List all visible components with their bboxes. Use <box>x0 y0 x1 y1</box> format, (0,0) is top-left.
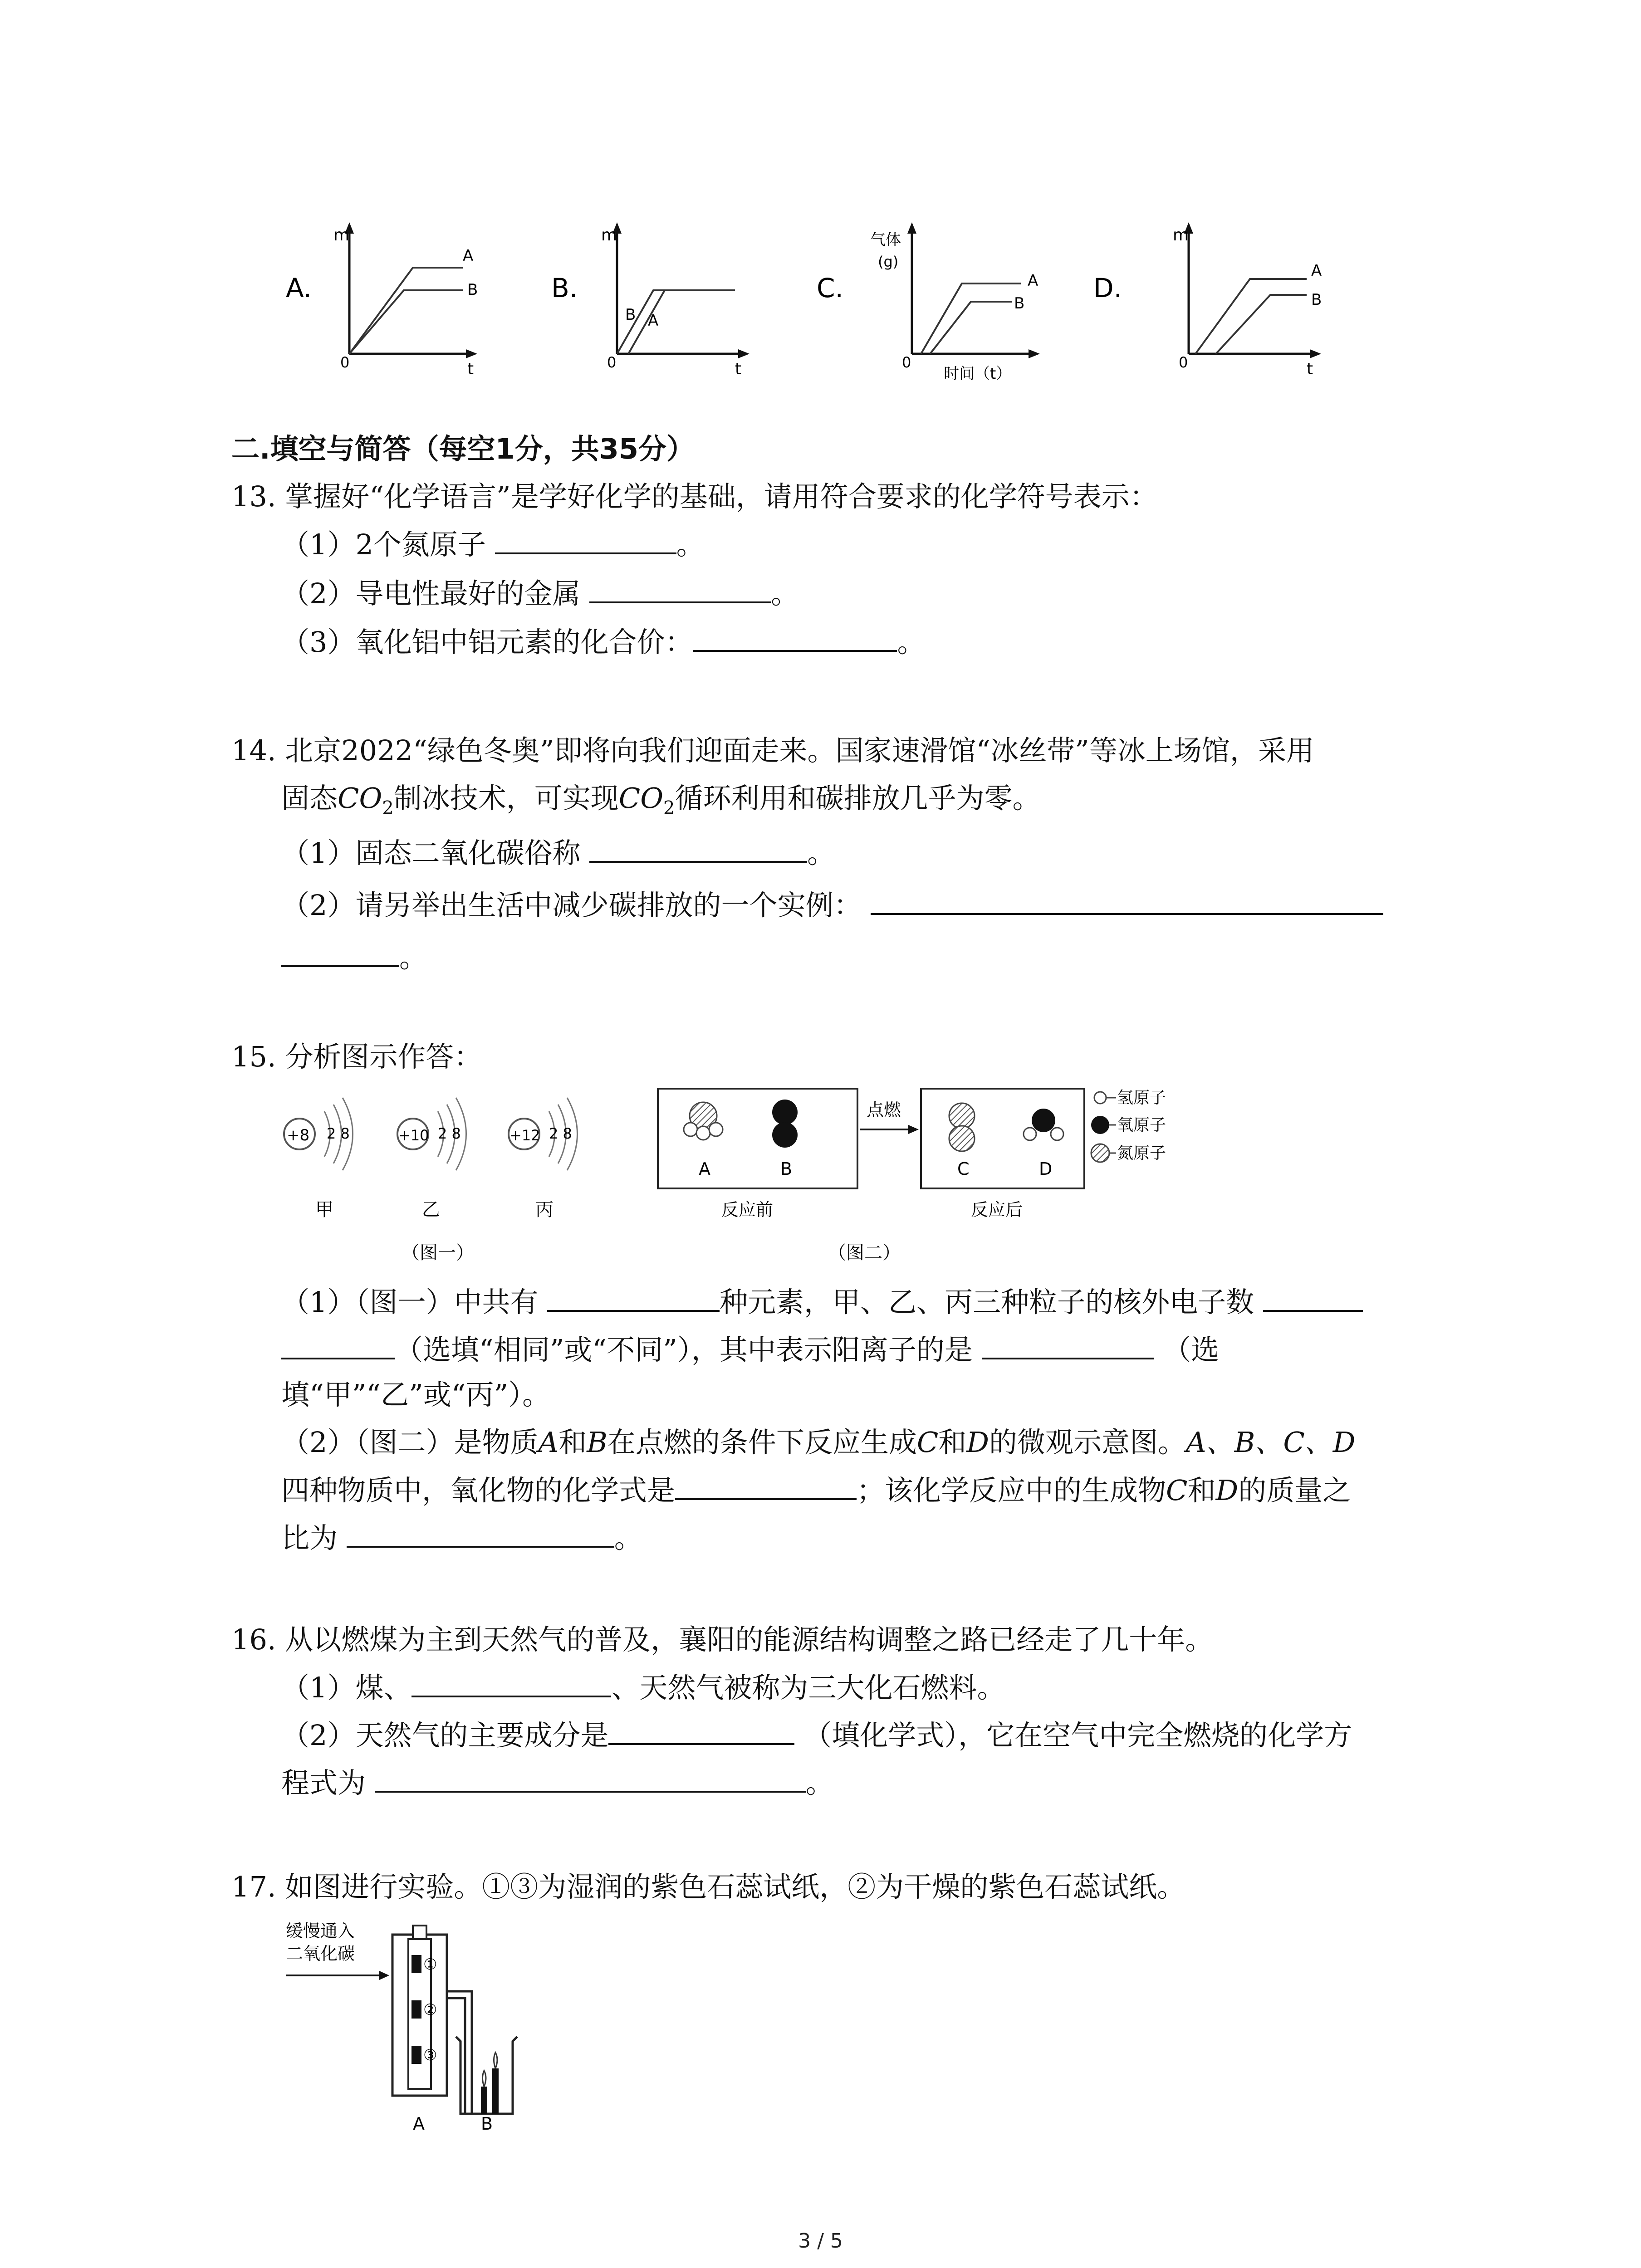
svg-text:t: t <box>467 360 474 378</box>
section2-title: 二.填空与简答（每空1分，共35分） <box>231 432 695 465</box>
q15-part1-line2: （选填“相同”或“不同”），其中表示阳离子的是 （选 <box>281 1331 1219 1368</box>
molecule-a <box>684 1102 723 1140</box>
atom-bing <box>509 1098 578 1220</box>
molecule-c <box>949 1103 975 1151</box>
svg-text:+10: +10 <box>398 1127 429 1144</box>
svg-text:氢原子: 氢原子 <box>1117 1089 1166 1107</box>
paper-mark-2: ② <box>423 2001 437 2019</box>
svg-text:(g): (g) <box>878 253 899 270</box>
graph-b-line-b: B <box>625 306 636 324</box>
q13-blank2[interactable] <box>589 575 771 603</box>
q17-apparatus <box>277 1914 585 2141</box>
figure1-caption: （图一） <box>402 1242 474 1263</box>
q15-blank2a[interactable] <box>1263 1284 1363 1312</box>
svg-text:C: C <box>957 1159 970 1179</box>
svg-text:m: m <box>333 226 350 244</box>
figure2-caption: （图二） <box>828 1242 901 1263</box>
q14-blank1[interactable] <box>589 835 807 863</box>
svg-text:2 8: 2 8 <box>549 1125 572 1142</box>
atom-jia-name: 甲 <box>315 1199 333 1220</box>
q16-blank2[interactable] <box>608 1717 794 1745</box>
q15-part1-line1: （1）（图一）中共有 种元素，甲、乙、丙三种粒子的核外电子数 <box>281 1284 1363 1320</box>
reaction-microscopic-diagram <box>653 1084 1207 1266</box>
q15-part2-line2: 四种物质中，氧化物的化学式是 ；该化学反应中的生成物C和D的质量之 <box>281 1472 1351 1509</box>
svg-text:0: 0 <box>1179 354 1188 371</box>
svg-text:+8: +8 <box>287 1126 310 1144</box>
graph-d-option: D. <box>1093 273 1122 303</box>
graph-d-line-b: B <box>1311 291 1322 309</box>
q15-blank5[interactable] <box>347 1520 614 1548</box>
graph-c-option: C. <box>817 273 843 303</box>
graph-a-line-b: B <box>467 281 478 299</box>
q13-stem: 13. 掌握好“化学语言”是学好化学的基础，请用符合要求的化学符号表示： <box>231 480 1158 513</box>
atom-yi-name: 乙 <box>422 1199 440 1220</box>
graph-b-line-a: A <box>648 312 659 330</box>
atom-yi <box>397 1098 466 1220</box>
svg-text:2 8: 2 8 <box>327 1125 350 1142</box>
svg-text:氮原子: 氮原子 <box>1117 1144 1166 1163</box>
legend <box>1091 1089 1166 1163</box>
svg-text:+12: +12 <box>509 1127 540 1144</box>
svg-text:B: B <box>780 1159 793 1179</box>
inlet-label-1: 缓慢通入 <box>286 1921 355 1941</box>
page-number: 3 / 5 <box>798 2229 843 2253</box>
graph-options-row <box>254 200 1379 390</box>
graph-d-line-a: A <box>1311 262 1322 280</box>
q15-blank2b[interactable] <box>281 1331 395 1359</box>
graph-b <box>551 222 749 378</box>
q17-stem: 17. 如图进行实验。①③为湿润的紫色石蕊试纸，②为干燥的紫色石蕊试纸。 <box>231 1870 1185 1903</box>
graph-c-line-a: A <box>1028 272 1038 290</box>
q14-part1: （1）固态二氧化碳俗称 。 <box>281 835 835 871</box>
atom-jia <box>284 1098 353 1220</box>
atom-bing-name: 丙 <box>535 1199 554 1220</box>
svg-text:D: D <box>1039 1159 1053 1179</box>
after-caption: 反应后 <box>971 1200 1023 1220</box>
molecule-b <box>772 1100 798 1148</box>
q15-part1-line3: 填“甲”“乙”或“丙”）。 <box>281 1378 551 1411</box>
svg-text:t: t <box>1307 360 1313 378</box>
svg-text:气体: 气体 <box>870 231 901 249</box>
svg-text:氧原子: 氧原子 <box>1117 1116 1166 1134</box>
q14-blank2b[interactable] <box>281 939 399 967</box>
q15-part2-line1: （2）（图二）是物质A和B在点燃的条件下反应生成C和D的微观示意图。A、B、C、D <box>281 1426 1356 1459</box>
q16-blank3[interactable] <box>375 1765 806 1793</box>
graph-b-option: B. <box>551 273 578 303</box>
graph-a-line-a: A <box>463 247 474 265</box>
q16-part2-line1: （2）天然气的主要成分是 （填化学式），它在空气中完全燃烧的化学方 <box>281 1717 1352 1754</box>
svg-text:0: 0 <box>340 354 350 371</box>
paper-mark-3: ③ <box>423 2046 437 2064</box>
q13-part2: （2）导电性最好的金属 。 <box>281 575 799 612</box>
label-b: B <box>481 2114 493 2134</box>
svg-text:0: 0 <box>607 354 617 371</box>
svg-text:0: 0 <box>902 354 911 371</box>
q15-figure1 <box>277 1084 622 1266</box>
svg-text:2 8: 2 8 <box>438 1125 461 1142</box>
q15-blank3[interactable] <box>982 1331 1154 1359</box>
molecule-d <box>1024 1109 1063 1140</box>
q13-part3: （3）氧化铝中铝元素的化合价： 。 <box>281 624 925 660</box>
graph-options-svg <box>254 200 1379 390</box>
graph-a-option: A. <box>286 273 312 303</box>
inlet-label-2: 二氧化碳 <box>286 1944 355 1964</box>
graph-d <box>1093 222 1322 378</box>
q16-part2-line2: 程式为 。 <box>281 1765 834 1801</box>
paper-mark-1: ① <box>423 1955 437 1974</box>
graph-a <box>286 222 478 378</box>
svg-text:m: m <box>1173 226 1189 244</box>
arrow-label: 点燃 <box>867 1100 901 1120</box>
before-caption: 反应前 <box>721 1200 774 1220</box>
atom-structure-diagrams <box>277 1084 622 1266</box>
graph-c-line-b: B <box>1014 294 1025 313</box>
q14-part2-cont: 。 <box>281 939 427 976</box>
before-box <box>658 1089 857 1188</box>
svg-text:t: t <box>735 360 742 378</box>
q16-stem: 16. 从以燃煤为主到天然气的普及，襄阳的能源结构调整之路已经走了几十年。 <box>231 1623 1214 1656</box>
q13-blank1[interactable] <box>495 526 676 554</box>
q16-part1: （1）煤、 、天然气被称为三大化石燃料。 <box>281 1669 1005 1706</box>
co2-experiment-diagram <box>277 1914 585 2141</box>
q13-blank3[interactable] <box>693 624 897 652</box>
svg-text:时间（t）: 时间（t） <box>944 365 1012 383</box>
q14-stem1: 14. 北京2022“绿色冬奥”即将向我们迎面走来。国家速滑馆“冰丝带”等冰上场馆，采用 <box>231 734 1314 767</box>
q13-part1: （1）2个氮原子 。 <box>281 526 705 563</box>
graph-c <box>817 222 1040 383</box>
q14-stem2: 固态$CO_2$制冰技术，可实现$CO_2$循环利用和碳排放几乎为零。 <box>281 782 1041 819</box>
q15-part2-line3: 比为 。 <box>281 1520 642 1556</box>
q15-stem: 15. 分析图示作答： <box>231 1040 482 1073</box>
label-a: A <box>413 2114 425 2134</box>
q15-blank1[interactable] <box>547 1284 720 1312</box>
q16-blank1[interactable] <box>411 1669 611 1697</box>
q15-blank4[interactable] <box>675 1472 857 1500</box>
q14-part2: （2）请另举出生活中减少碳排放的一个实例： <box>281 887 1383 924</box>
svg-text:m: m <box>601 226 617 244</box>
svg-text:A: A <box>699 1159 710 1179</box>
q14-blank2a[interactable] <box>871 887 1383 915</box>
q15-figure2 <box>653 1084 1207 1266</box>
